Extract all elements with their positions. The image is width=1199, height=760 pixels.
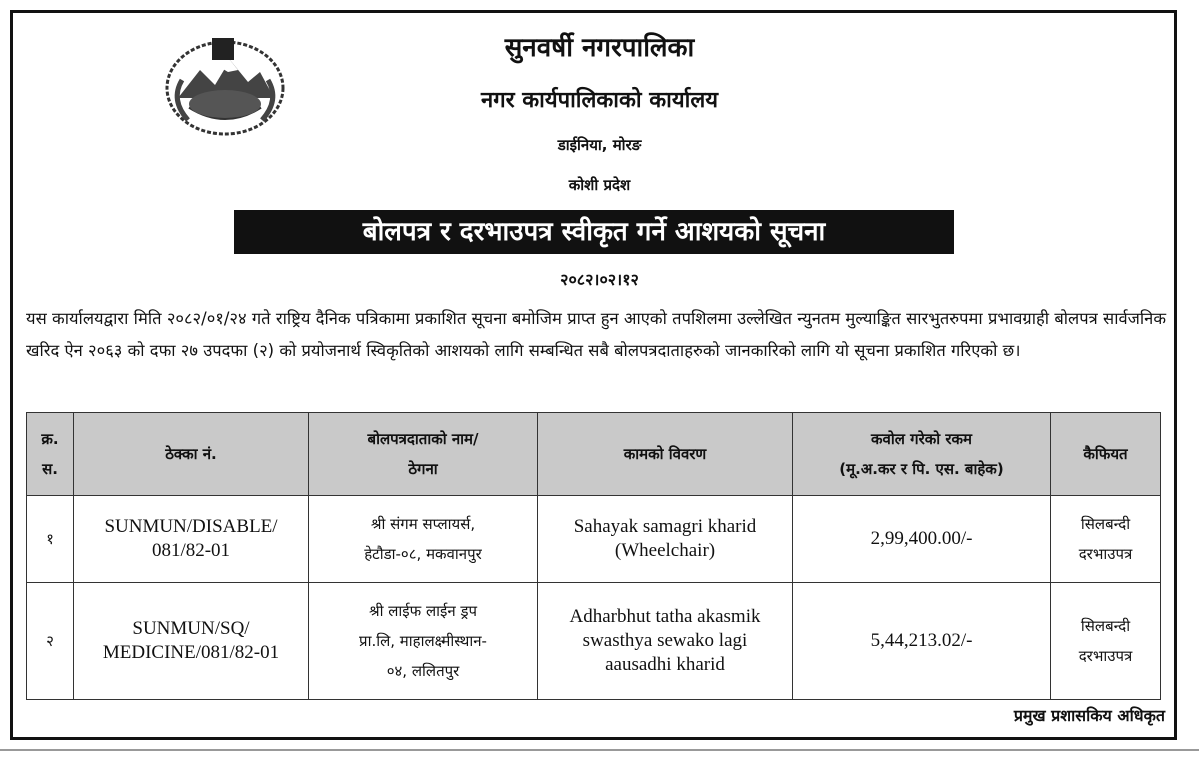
municipality-name: सुनवर्षी नगरपालिका [504, 33, 695, 63]
bid-table [26, 412, 1161, 700]
col-sn: क्र. स. [27, 413, 74, 496]
row-contract: SUNMUN/DISABLE/ 081/82-01 [74, 496, 309, 583]
col-amount: कवोल गरेको रकम (मू.अ.कर र पि. एस. बाहेक) [793, 413, 1051, 496]
row-amount: 2,99,400.00/- [793, 496, 1051, 583]
notice-body: यस कार्यालयद्वारा मिति २०८२/०१/२४ गते राष्ट्रिय दैनिक पत्रिकामा प्रकाशित सूचना बमोजिम प्राप्त हुन आएको तपशिलमा उल्लेखित न्युनतम मुल्याङ्कित सारभुतरुपमा प्रभावग्राही बोलपत्र सार्वजनिक खरिद ऐन २०६३ को दफा २७ उपदफा (२) को प्रयोजनार्थ स्विकृतिको आशयको लागि सम्बन्धित सबै बोलपत्रदाताहरुको जानकारिको लागि यो सूचना प्रकाशित गरिएको छ। [26, 309, 1166, 360]
notice-date: २०८२।०२।१२ [560, 270, 639, 289]
province-name: कोशी प्रदेश [568, 176, 631, 194]
notice-title: बोलपत्र र दरभाउपत्र स्वीकृत गर्ने आशयको सूचना [234, 210, 954, 254]
row-remarks: सिलबन्दी दरभाउपत्र [1051, 583, 1161, 700]
page-divider [0, 749, 1199, 751]
col-work: कामको विवरण [538, 413, 793, 496]
office-address: डाईनिया, मोरङ [557, 136, 642, 154]
row-sn: १ [27, 496, 74, 583]
row-amount: 5,44,213.02/- [793, 583, 1051, 700]
table-row [27, 583, 1161, 700]
row-bidder: श्री लाईफ लाईन ड्रप प्रा.लि, माहालक्ष्मीस्थान- ०४, ललितपुर [309, 583, 538, 700]
col-contract: ठेक्का नं. [74, 413, 309, 496]
row-sn: २ [27, 583, 74, 700]
row-remarks: सिलबन्दी दरभाउपत्र [1051, 496, 1161, 583]
row-work: Adharbhut tatha akasmik swasthya sewako lagi aausadhi kharid [538, 583, 793, 700]
row-contract: SUNMUN/SQ/ MEDICINE/081/82-01 [74, 583, 309, 700]
table-header-row [27, 413, 1161, 496]
row-bidder: श्री संगम सप्लायर्स, हेटौडा-०८, मकवानपुर [309, 496, 538, 583]
row-work: Sahayak samagri kharid (Wheelchair) [538, 496, 793, 583]
signatory-title: प्रमुख प्रशासकिय अधिकृत [1013, 706, 1165, 725]
col-remarks: कैफियत [1051, 413, 1161, 496]
table-row [27, 496, 1161, 583]
office-name: नगर कार्यपालिकाको कार्यालय [481, 88, 718, 113]
col-bidder: बोलपत्रदाताको नाम/ ठेगना [309, 413, 538, 496]
